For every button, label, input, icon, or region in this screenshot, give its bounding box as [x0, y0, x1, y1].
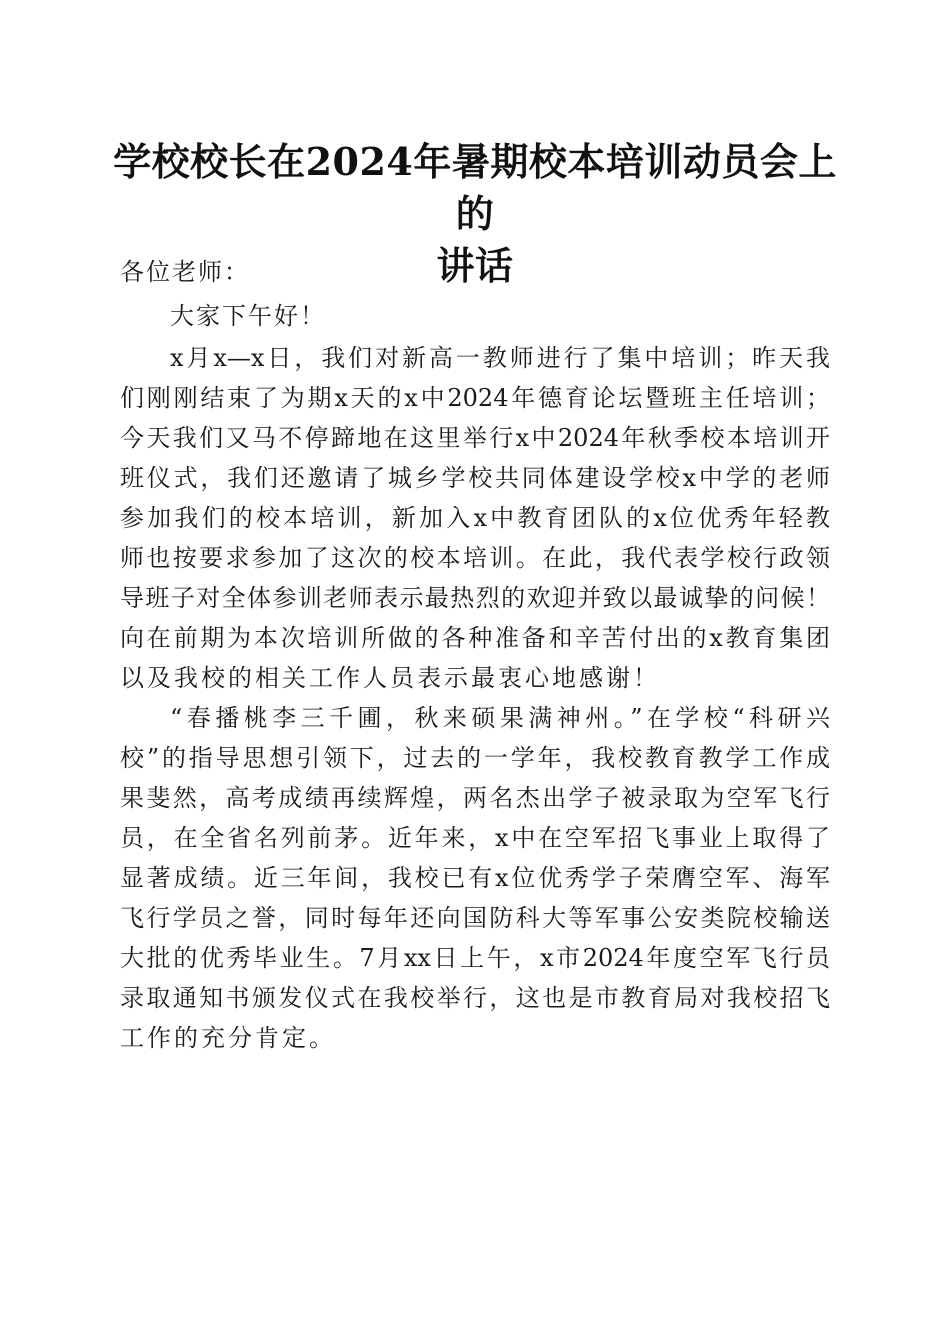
paragraph-1: [120, 338, 830, 698]
paragraph-line: 果斐然，高考成绩再续辉煌，两名杰出学子被录取为空军飞行: [120, 784, 830, 812]
paragraph-line: 师也按要求参加了这次的校本培训。在此，我代表学校行政领: [120, 544, 830, 572]
title-line-1: 学校校长在2024年暑期校本培训动员会上的: [113, 139, 837, 236]
paragraph-line: 参加我们的校本培训，新加入x中教育团队的x位优秀年轻教: [120, 504, 830, 532]
paragraph-line: 向在前期为本次培训所做的各种准备和辛苦付出的x教育集团: [120, 624, 830, 652]
paragraph-line: 工作的充分肯定。: [120, 1024, 336, 1052]
paragraph-line: 显著成绩。近三年间，我校已有x位优秀学子荣膺空军、海军: [120, 864, 830, 892]
greeting: 大家下午好！: [170, 302, 326, 330]
paragraph-line: 员，在全省名列前茅。近年来，x中在空军招飞事业上取得了: [120, 824, 830, 852]
paragraph-line: 们刚刚结束了为期x天的x中2024年德育论坛暨班主任培训；: [120, 384, 830, 412]
paragraph-line: 今天我们又马不停蹄地在这里举行x中2024年秋季校本培训开: [120, 424, 830, 452]
paragraph-line: 校”的指导思想引领下，过去的一学年，我校教育教学工作成: [120, 744, 830, 772]
paragraph-line: 大批的优秀毕业生。7月xx日上午，x市2024年度空军飞行员: [120, 944, 830, 972]
paragraph-line: 导班子对全体参训老师表示最热烈的欢迎并致以最诚挚的问候！: [120, 584, 830, 612]
paragraph-line: “春播桃李三千圃，秋来硕果满神州。”在学校“科研兴: [170, 704, 830, 732]
salutation: 各位老师：: [120, 258, 250, 286]
paragraph-line: 飞行学员之誉，同时每年还向国防科大等军事公安类院校输送: [120, 904, 830, 932]
title-line-2: 讲话: [436, 243, 514, 288]
paragraph-line: x月x—x日，我们对新高一教师进行了集中培训；昨天我: [170, 344, 830, 372]
paragraph-line: 录取通知书颁发仪式在我校举行，这也是市教育局对我校招飞: [120, 984, 830, 1012]
paragraph-2: [120, 698, 830, 1058]
paragraph-line: 以及我校的相关工作人员表示最衷心地感谢！: [120, 664, 660, 692]
paragraph-line: 班仪式，我们还邀请了城乡学校共同体建设学校x中学的老师: [120, 464, 830, 492]
speech-body: [120, 250, 830, 1058]
